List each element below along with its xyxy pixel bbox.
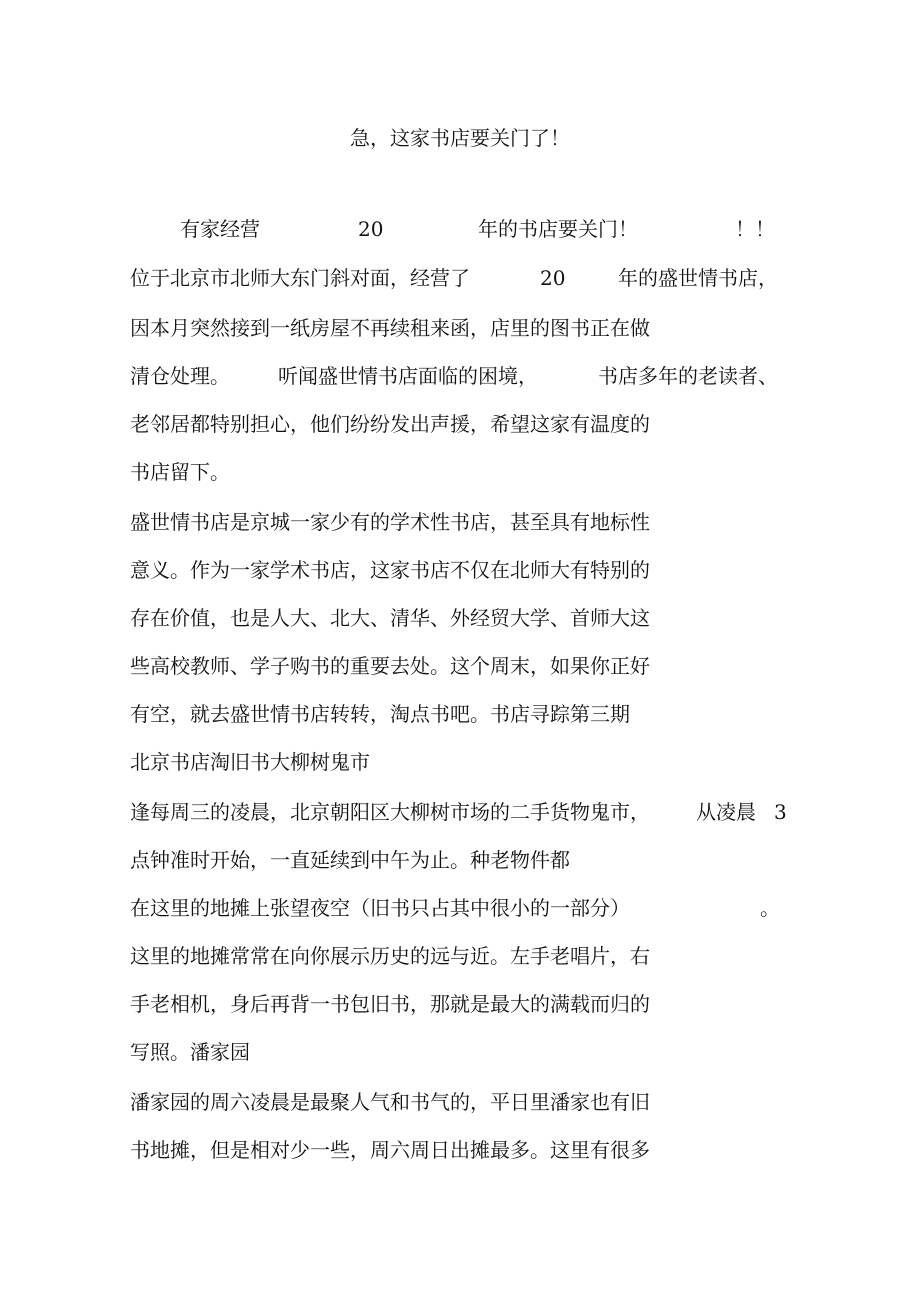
text-segment: 在这里的地摊上张望夜空（旧书只占其中很小的一部分）: [130, 896, 630, 920]
text-segment: ！！: [735, 217, 775, 241]
text-segment: 有家经营: [180, 217, 260, 241]
text-segment: 逢每周三的凌晨，北京朝阳区大柳树市场的二手货物鬼市，: [130, 800, 650, 824]
text-line: [0, 604, 920, 632]
text-segment: 书地摊，但是相对少一些，周六周日出摊最多。这里有很多: [130, 1138, 650, 1162]
text-segment: 潘家园的周六凌晨是最聚人气和书气的，平日里潘家也有旧: [130, 1090, 650, 1114]
text-line: [0, 894, 920, 922]
text-line: [0, 700, 920, 728]
text-line: [0, 942, 920, 970]
text-segment: 这里的地摊常常在向你展示历史的远与近。左手老唱片，右: [130, 944, 650, 968]
text-line: [0, 1136, 920, 1164]
text-segment: 书店留下。: [130, 460, 230, 484]
text-segment: 意义。作为一家学术书店，这家书店不仅在北师大有特别的: [130, 558, 650, 582]
text-line: [0, 314, 920, 342]
text-segment: 年的盛世情书店，: [618, 266, 778, 290]
text-line: [0, 846, 920, 874]
document-title: 急，这家书店要关门了！: [350, 126, 570, 150]
text-segment: 点钟准时开始，一直延续到中午为止。种老物件都: [130, 848, 570, 872]
text-segment: 手老相机，身后再背一书包旧书，那就是最大的满载而归的: [130, 992, 650, 1016]
text-segment: 些高校教师、学子购书的重要去处。这个周末，如果你正好: [130, 654, 650, 678]
text-line: [0, 508, 920, 536]
text-segment: 北京书店淘旧书大柳树鬼市: [130, 750, 370, 774]
text-line: [0, 652, 920, 680]
text-segment: 书店多年的老读者、: [598, 364, 778, 388]
text-segment: 20: [358, 217, 384, 241]
text-segment: 清仓处理。: [130, 364, 230, 388]
text-segment: 20: [540, 266, 566, 290]
text-segment: 听闻盛世情书店面临的困境，: [278, 364, 538, 388]
text-segment: 盛世情书店是京城一家少有的学术性书店，甚至具有地标性: [130, 510, 650, 534]
text-line: [0, 1088, 920, 1116]
text-segment: 因本月突然接到一纸房屋不再续租来函，店里的图书正在做: [130, 316, 650, 340]
text-segment: 年的书店要关门！: [478, 217, 638, 241]
text-line: [0, 748, 920, 776]
text-segment: 3: [774, 800, 787, 824]
text-line: [0, 362, 920, 390]
text-segment: 存在价值，也是人大、北大、清华、外经贸大学、首师大这: [130, 606, 650, 630]
text-segment: 有空，就去盛世情书店转转，淘点书吧。书店寻踪第三期: [130, 702, 630, 726]
text-line: [0, 458, 920, 486]
text-line: [0, 1038, 920, 1066]
text-segment: 老邻居都特别担心，他们纷纷发出声援，希望这家有温度的: [130, 412, 650, 436]
text-segment: 从凌晨: [696, 800, 756, 824]
text-line: [0, 215, 920, 243]
text-segment: 。: [760, 896, 780, 920]
text-line: [0, 556, 920, 584]
text-line: [0, 798, 920, 826]
text-line: [0, 410, 920, 438]
text-segment: 写照。潘家园: [130, 1040, 250, 1064]
text-line: [0, 990, 920, 1018]
text-segment: 位于北京市北师大东门斜对面，经营了: [130, 266, 470, 290]
text-line: [0, 264, 920, 292]
